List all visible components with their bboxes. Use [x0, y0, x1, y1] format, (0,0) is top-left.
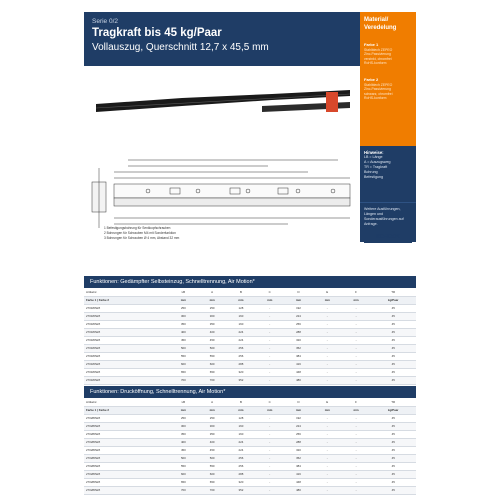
table-cell: -: [313, 336, 342, 344]
table-cell: 270280WZ: [84, 462, 169, 470]
table-cell: -: [255, 478, 284, 486]
table-cell: -: [342, 336, 371, 344]
col-header: B: [227, 288, 256, 296]
table-cell: -: [255, 368, 284, 376]
table-row: [84, 414, 416, 422]
table-cell: 256: [227, 344, 256, 352]
table-cell: 600: [198, 470, 227, 478]
table-cell: -: [313, 470, 342, 478]
table-cell: 270280WZ: [84, 438, 169, 446]
table-cell: 224: [227, 446, 256, 454]
table-cell: 352: [284, 344, 313, 352]
table-cell: 288: [284, 328, 313, 336]
table-cell: -: [342, 312, 371, 320]
table-cell: -: [342, 360, 371, 368]
table-cell: -: [313, 304, 342, 312]
material-2-line: Zinc-Passivierung: [364, 87, 391, 92]
table-cell: 270280WZ: [84, 414, 169, 422]
table-row: [84, 352, 416, 360]
table-cell: 270180WZ: [84, 376, 169, 384]
table-cell: 256: [284, 430, 313, 438]
table-cell: 350: [198, 320, 227, 328]
col-subheader: mm: [227, 406, 256, 414]
table-subheader: [84, 296, 416, 304]
table-cell: 450: [169, 336, 198, 344]
col-header: TR: [370, 288, 416, 296]
table-cell: -: [313, 344, 342, 352]
table-cell: -: [313, 360, 342, 368]
table-cell: 128: [227, 414, 256, 422]
col-header: F: [342, 398, 371, 406]
col-subheader: mm: [342, 296, 371, 304]
col-subheader: mm: [169, 296, 198, 304]
table-2: [84, 398, 416, 495]
table-cell: 45: [370, 352, 416, 360]
table-header: [84, 288, 416, 296]
table-cell: -: [255, 486, 284, 494]
table-cell: -: [342, 352, 371, 360]
table-cell: 250: [169, 414, 198, 422]
table-cell: 224: [227, 336, 256, 344]
table-cell: 288: [227, 470, 256, 478]
legend-item: Befestigung: [364, 175, 383, 179]
table-cell: 416: [284, 360, 313, 368]
table-cell: -: [255, 438, 284, 446]
table-subheader: [84, 406, 416, 414]
table-cell: -: [255, 352, 284, 360]
table-cell: -: [342, 376, 371, 384]
table-cell: 45: [370, 360, 416, 368]
legend-item: A = Auszugsweg: [364, 160, 391, 164]
table-cell: -: [255, 454, 284, 462]
table-cell: 448: [284, 478, 313, 486]
table-cell: -: [255, 328, 284, 336]
table-cell: 45: [370, 446, 416, 454]
table-cell: -: [342, 470, 371, 478]
table-cell: 500: [169, 344, 198, 352]
table-cell: 224: [284, 312, 313, 320]
col-header: D: [284, 288, 313, 296]
table-cell: 270180WZ: [84, 360, 169, 368]
col-header: TR: [370, 398, 416, 406]
table-cell: 270280WZ: [84, 422, 169, 430]
datasheet-page: [84, 0, 416, 500]
table-cell: 400: [169, 328, 198, 336]
table-cell: -: [313, 486, 342, 494]
table-row: [84, 368, 416, 376]
header-banner: [84, 12, 360, 66]
table-cell: 500: [169, 454, 198, 462]
table-cell: -: [313, 352, 342, 360]
table-cell: 400: [169, 438, 198, 446]
col-header: A: [198, 288, 227, 296]
table-cell: 700: [169, 376, 198, 384]
table-cell: 300: [198, 312, 227, 320]
col-subheader: mm: [255, 296, 284, 304]
table-cell: 384: [284, 352, 313, 360]
table-cell: 256: [284, 320, 313, 328]
table-cell: -: [342, 320, 371, 328]
table-cell: 320: [284, 446, 313, 454]
table-cell: -: [313, 462, 342, 470]
table-cell: -: [313, 422, 342, 430]
table-cell: -: [255, 376, 284, 384]
table-cell: -: [342, 438, 371, 446]
table-cell: 224: [227, 328, 256, 336]
series-label: Serie 0/2: [92, 18, 119, 25]
col-subheader: mm: [169, 406, 198, 414]
table-cell: -: [255, 470, 284, 478]
col-subheader: mm: [342, 406, 371, 414]
table-row: [84, 454, 416, 462]
table-cell: -: [255, 320, 284, 328]
col-header: E: [313, 288, 342, 296]
col-subheader: mm: [255, 406, 284, 414]
table-cell: 45: [370, 430, 416, 438]
table-cell: 700: [198, 486, 227, 494]
table-cell: -: [255, 312, 284, 320]
col-header: A: [198, 398, 227, 406]
col-header: C: [255, 288, 284, 296]
material-1-line: Stahlblech ZEPEO: [364, 47, 393, 52]
table-cell: 224: [284, 422, 313, 430]
table-cell: 160: [227, 422, 256, 430]
table-cell: 45: [370, 320, 416, 328]
table-cell: 400: [198, 328, 227, 336]
table-cell: 500: [198, 344, 227, 352]
note-text: Weitere Ausführungen, Längen und Sonderausführungen auf Anfrage.: [364, 207, 404, 226]
col-subheader: kg/Paar: [370, 406, 416, 414]
table-row: [84, 462, 416, 470]
table-cell: 450: [198, 446, 227, 454]
material-2-line: schwarz, chromfrei: [364, 91, 393, 96]
table-cell: -: [313, 376, 342, 384]
table-cell: 600: [198, 360, 227, 368]
table-1-title: Funktionen: Gedämpfter Selbsteinzug, Schnelltrennung, Air Motion*: [84, 276, 416, 288]
page-subtitle: Vollauszug, Querschnitt 12,7 x 45,5 mm: [92, 42, 269, 53]
table-cell: -: [255, 344, 284, 352]
col-header: B: [227, 398, 256, 406]
table-cell: 45: [370, 376, 416, 384]
table-cell: 45: [370, 438, 416, 446]
table-cell: 288: [227, 360, 256, 368]
table-cell: 45: [370, 486, 416, 494]
table-cell: 288: [284, 438, 313, 446]
table-cell: -: [342, 462, 371, 470]
table-cell: -: [342, 422, 371, 430]
col-header: Artikelnr.: [84, 398, 169, 406]
legend-item: LB = Länge: [364, 155, 383, 159]
table-cell: 224: [227, 438, 256, 446]
table-cell: -: [313, 446, 342, 454]
table-cell: 400: [198, 438, 227, 446]
table-cell: 320: [284, 336, 313, 344]
brand-logo: SCHOCK: [364, 231, 412, 243]
table-cell: 300: [198, 422, 227, 430]
table-cell: -: [255, 414, 284, 422]
table-cell: -: [313, 328, 342, 336]
col-subheader: mm: [198, 296, 227, 304]
table-cell: 270280WZ: [84, 478, 169, 486]
table-cell: 352: [227, 486, 256, 494]
col-header: LB: [169, 288, 198, 296]
table-row: [84, 344, 416, 352]
material-1-line: Zinc-Passivierung: [364, 52, 391, 57]
table-cell: 270180WZ: [84, 352, 169, 360]
table-cell: 45: [370, 478, 416, 486]
table-cell: 270180WZ: [84, 304, 169, 312]
table-2-title: Funktionen: Drucköffnung, Schnelltrennung, Air Motion*: [84, 386, 416, 398]
table-cell: 352: [284, 454, 313, 462]
table-row: [84, 446, 416, 454]
table-cell: 550: [198, 352, 227, 360]
table-cell: 416: [284, 470, 313, 478]
table-row: [84, 312, 416, 320]
table-cell: -: [342, 328, 371, 336]
col-subheader: kg/Paar: [370, 296, 416, 304]
table-cell: -: [342, 446, 371, 454]
table-cell: 45: [370, 368, 416, 376]
table-cell: 256: [227, 462, 256, 470]
release-lever: [326, 92, 338, 112]
table-cell: 270280WZ: [84, 430, 169, 438]
col-subheader: Farbe 1 | Farbe 2: [84, 406, 169, 414]
page-title: Tragkraft bis 45 kg/Paar: [92, 27, 222, 39]
table-cell: 550: [198, 462, 227, 470]
material-1-line: verzinkt, chromfrei: [364, 56, 392, 61]
side-panel: [360, 12, 416, 274]
table-cell: -: [255, 360, 284, 368]
material-2-line: Stahlblech ZEPEO: [364, 82, 393, 87]
table-cell: 45: [370, 422, 416, 430]
table-cell: 45: [370, 304, 416, 312]
table-cell: 45: [370, 336, 416, 344]
table-cell: 480: [284, 486, 313, 494]
table-cell: 384: [284, 462, 313, 470]
table-cell: -: [342, 486, 371, 494]
table-cell: 45: [370, 344, 416, 352]
material-1-title: Farbe 1: [364, 42, 379, 47]
table-cell: 192: [284, 304, 313, 312]
table-row: [84, 478, 416, 486]
table-cell: 450: [198, 336, 227, 344]
table-cell: 45: [370, 328, 416, 336]
table-cell: 480: [284, 376, 313, 384]
drawing-note: 1 Befestigungsbohrung für Senkkopfschrauben: [104, 226, 171, 230]
table-cell: 160: [227, 430, 256, 438]
table-cell: -: [313, 478, 342, 486]
table-cell: 600: [169, 360, 198, 368]
table-cell: 650: [169, 478, 198, 486]
table-cell: 270180WZ: [84, 368, 169, 376]
table-cell: 600: [169, 470, 198, 478]
material-2-line: RoHS-konform: [364, 96, 387, 101]
table-cell: -: [255, 304, 284, 312]
table-cell: 270180WZ: [84, 312, 169, 320]
table-cell: -: [342, 304, 371, 312]
legend-item: TR = Tragkraft: [364, 165, 388, 169]
table-row: [84, 486, 416, 494]
table-cell: 256: [227, 454, 256, 462]
table-cell: -: [313, 454, 342, 462]
drawing-note: 2 Bohrungen für Schrauben M4 mit Sonderfunktion: [104, 231, 176, 235]
table-row: [84, 376, 416, 384]
table-section-1: [84, 276, 416, 385]
table-cell: 256: [227, 352, 256, 360]
table-cell: 448: [284, 368, 313, 376]
table-cell: 300: [169, 312, 198, 320]
table-cell: 270180WZ: [84, 336, 169, 344]
table-cell: -: [342, 344, 371, 352]
table-cell: 270280WZ: [84, 454, 169, 462]
table-cell: -: [255, 430, 284, 438]
table-cell: 270180WZ: [84, 344, 169, 352]
table-cell: 45: [370, 454, 416, 462]
table-cell: -: [313, 368, 342, 376]
table-cell: 250: [169, 304, 198, 312]
table-cell: 350: [169, 320, 198, 328]
note-block: [360, 202, 416, 242]
table-header: [84, 398, 416, 406]
table-cell: -: [342, 368, 371, 376]
table-1-body: [84, 304, 416, 384]
table-cell: -: [313, 414, 342, 422]
table-row: [84, 304, 416, 312]
table-cell: 550: [169, 462, 198, 470]
col-header: Artikelnr.: [84, 288, 169, 296]
table-cell: 650: [198, 478, 227, 486]
table-cell: 320: [227, 368, 256, 376]
material-1-line: RoHS-konform: [364, 61, 387, 66]
table-cell: 45: [370, 312, 416, 320]
col-subheader: mm: [198, 406, 227, 414]
col-subheader: mm: [313, 296, 342, 304]
table-cell: 45: [370, 462, 416, 470]
table-cell: 250: [198, 414, 227, 422]
table-row: [84, 328, 416, 336]
table-cell: 270280WZ: [84, 470, 169, 478]
table-row: [84, 470, 416, 478]
table-row: [84, 320, 416, 328]
table-cell: 352: [227, 376, 256, 384]
col-header: C: [255, 398, 284, 406]
table-cell: 550: [169, 352, 198, 360]
table-cell: 192: [284, 414, 313, 422]
table-cell: 270180WZ: [84, 320, 169, 328]
table-cell: 500: [198, 454, 227, 462]
table-cell: 700: [198, 376, 227, 384]
table-cell: 250: [198, 304, 227, 312]
col-header: D: [284, 398, 313, 406]
col-subheader: mm: [227, 296, 256, 304]
legend-item: Bohrung: [364, 170, 378, 174]
table-cell: 350: [169, 430, 198, 438]
table-cell: 350: [198, 430, 227, 438]
col-subheader: mm: [284, 406, 313, 414]
col-header: F: [342, 288, 371, 296]
table-row: [84, 360, 416, 368]
table-cell: 650: [198, 368, 227, 376]
col-subheader: mm: [313, 406, 342, 414]
col-subheader: mm: [284, 296, 313, 304]
table-cell: 45: [370, 414, 416, 422]
table-cell: 160: [227, 320, 256, 328]
table-cell: 300: [169, 422, 198, 430]
side-heading: Material/ Veredelung: [360, 12, 416, 40]
table-cell: 450: [169, 446, 198, 454]
table-row: [84, 422, 416, 430]
table-cell: -: [313, 430, 342, 438]
table-cell: 700: [169, 486, 198, 494]
legend-title: Hinweise:: [364, 150, 384, 155]
table-cell: 270280WZ: [84, 486, 169, 494]
table-cell: -: [342, 414, 371, 422]
material-block: [360, 40, 416, 146]
drawing-notes: [104, 226, 179, 241]
table-cell: 320: [227, 478, 256, 486]
table-cell: 45: [370, 470, 416, 478]
col-header: E: [313, 398, 342, 406]
legend-block: [360, 146, 416, 202]
table-cell: -: [255, 446, 284, 454]
table-cell: -: [255, 462, 284, 470]
table-row: [84, 438, 416, 446]
table-2-body: [84, 414, 416, 494]
table-cell: 160: [227, 312, 256, 320]
table-cell: 270280WZ: [84, 446, 169, 454]
table-cell: 650: [169, 368, 198, 376]
col-header: LB: [169, 398, 198, 406]
table-cell: -: [255, 422, 284, 430]
table-cell: 128: [227, 304, 256, 312]
col-subheader: Farbe 1 | Farbe 2: [84, 296, 169, 304]
table-cell: -: [342, 454, 371, 462]
drawing-note: 3 Bohrungen für Schrauben Ø 4 mm, Abstand 32 mm: [104, 236, 180, 240]
table-cell: -: [255, 336, 284, 344]
table-row: [84, 336, 416, 344]
table-cell: -: [313, 312, 342, 320]
table-cell: -: [313, 320, 342, 328]
table-cell: 270180WZ: [84, 328, 169, 336]
table-row: [84, 430, 416, 438]
material-2-title: Farbe 2: [364, 76, 379, 82]
table-section-2: [84, 386, 416, 495]
table-cell: -: [342, 478, 371, 486]
slide-photo: [92, 86, 354, 120]
table-1: [84, 288, 416, 385]
table-cell: -: [313, 438, 342, 446]
table-cell: -: [342, 430, 371, 438]
